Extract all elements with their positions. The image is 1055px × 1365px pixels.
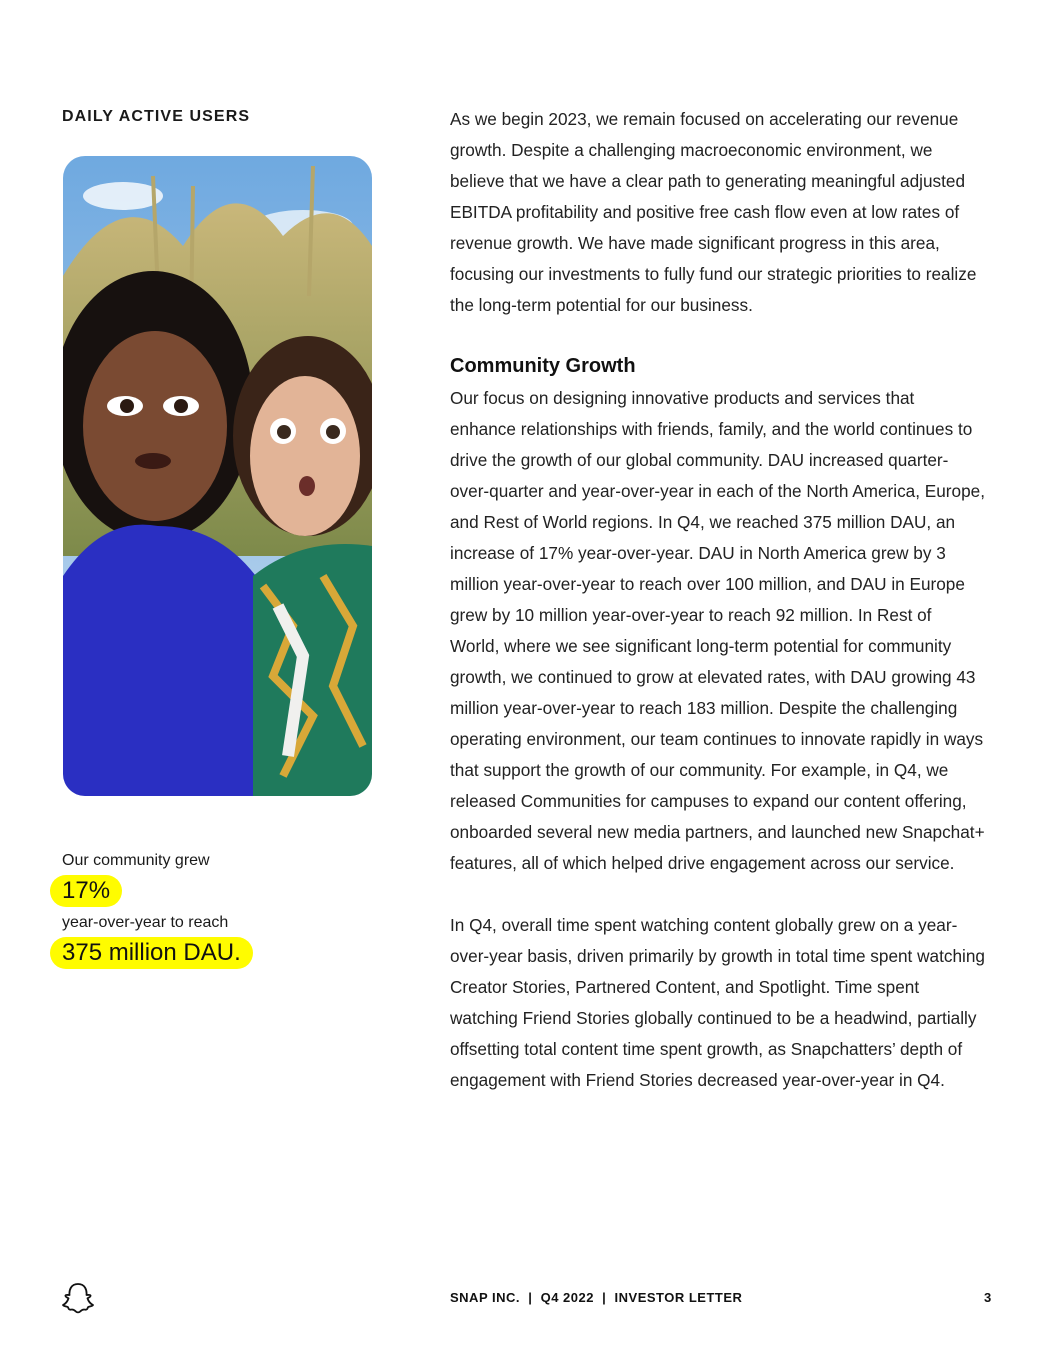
section-label: DAILY ACTIVE USERS bbox=[62, 108, 251, 125]
page-number: 3 bbox=[984, 1290, 992, 1305]
intro-paragraph: As we begin 2023, we remain focused on accelerating our revenue growth. Despite a challenging macroeconomic environment, we believe that we have a clear path to generating meaningful adjusted EBITDA profitability and positive free cash flow even at low rates of revenue growth. We have made significant progress in this area, focusing our investments to fully fund our strategic priorities to realize the long-term potential for our business. bbox=[450, 109, 977, 315]
stat-line-year-over-year: year-over-year to reach bbox=[62, 914, 229, 931]
photo-two-animated-friends bbox=[63, 156, 372, 796]
content-paragraph: In Q4, overall time spent watching content globally grew on a year-over-year basis, driven primarily by growth in total time spent watching Creator Stories, Partnered Content, and Spotlight. Time spent watching Friend Stories globally continued to be a headwind, partially offsetting total content time spent growth, as Snapchatters’ depth of engagement with Friend Stories decreased year-over-year in Q4. bbox=[450, 915, 985, 1090]
footer-text: SNAP INC. | Q4 2022 | INVESTOR LETTER bbox=[450, 1290, 743, 1305]
snapchat-ghost-icon bbox=[62, 1282, 94, 1321]
stat-highlight-dau: 375 million DAU. bbox=[50, 937, 253, 969]
section-heading-community-growth: Community Growth bbox=[450, 355, 636, 377]
stat-line-community-grew: Our community grew bbox=[62, 852, 210, 869]
body-column bbox=[450, 104, 985, 1096]
growth-paragraph: Our focus on designing innovative products and services that enhance relationships with friends, family, and the world continues to drive the growth of our global community. DAU increased quarter-over-quarter and year-over-year in each of the North America, Europe, and Rest of World regions. In Q4, we reached 375 million DAU, an increase of 17% year-over-year. DAU in North America grew by 3 million year-over-year to reach over 100 million, and DAU in Europe grew by 10 million year-over-year to reach 92 million. In Rest of World, where we see significant long-term potential for community growth, we continued to grow at elevated rates, with DAU growing 43 million year-over-year to reach 183 million. Despite the challenging operating environment, our team continues to innovate rapidly in ways that support the growth of our community. For example, in Q4, we released Communities for campuses to expand our content offering, onboarded several new media partners, and launched new Snapchat+ features, all of which helped drive engagement across our service. bbox=[450, 388, 985, 873]
stat-highlight-percent: 17% bbox=[50, 875, 122, 907]
